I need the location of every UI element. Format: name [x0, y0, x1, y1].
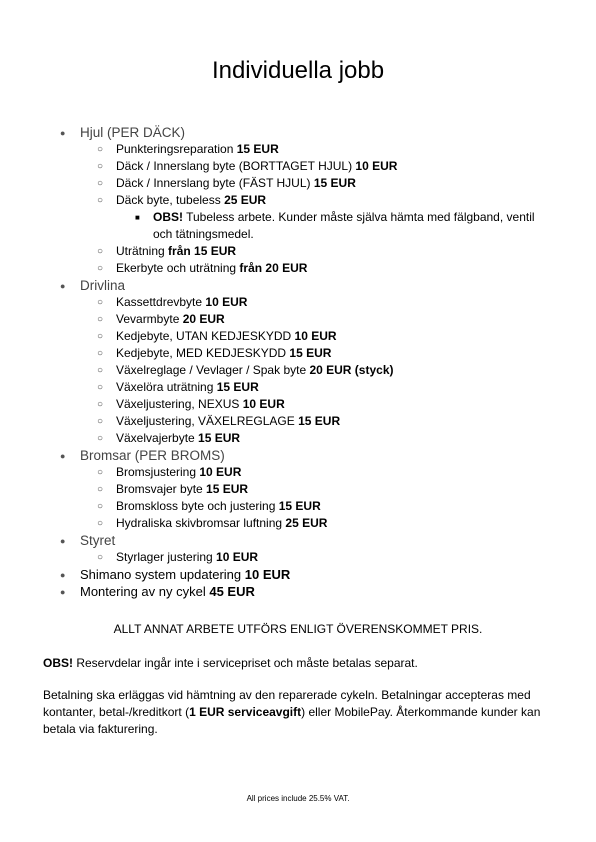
- item-price: 10 EUR: [355, 159, 398, 173]
- item-price: 10 EUR: [244, 567, 291, 582]
- item-text: Däck / Innerslang byte (BORTTAGET HJUL): [116, 159, 356, 173]
- list-item: [97, 192, 580, 243]
- item-text: Ekerbyte och uträtning: [116, 261, 240, 275]
- list-item: [97, 430, 580, 447]
- list-item: [97, 311, 580, 328]
- list-item: [97, 464, 580, 481]
- list-item: [97, 158, 580, 175]
- note-label: OBS!: [153, 210, 183, 224]
- item-text: Punkteringsreparation: [116, 142, 237, 156]
- item-text: Växelöra uträtning: [116, 380, 217, 394]
- note-text: Tubeless arbete. Kunder måste själva hämta med fälgband, ventil och tätningsmedel.: [153, 210, 535, 241]
- page-title: Individuella jobb: [211, 57, 385, 84]
- item-text: Styrlager justering: [116, 550, 217, 564]
- item-text: Hydraliska skivbromsar luftning: [116, 516, 286, 530]
- list-item: [97, 141, 580, 158]
- item-text: Bromsjustering: [116, 465, 200, 479]
- list-item: [97, 328, 580, 345]
- service-shimano-update: [60, 566, 580, 583]
- list-item: [97, 175, 580, 192]
- payment-info: [43, 687, 543, 738]
- obs-text: Reservdelar ingår inte i servicepriset och måste betalas separat.: [73, 656, 418, 670]
- item-text: Växelvajerbyte: [116, 431, 199, 445]
- category-label: ● Bromsar (PER BROMS): [80, 448, 225, 463]
- tubeless-note: [135, 209, 543, 243]
- item-price: från 15 EUR: [168, 244, 237, 258]
- styret-items: [97, 549, 580, 566]
- list-item: [97, 379, 580, 396]
- category-label: ● Styret: [80, 533, 116, 548]
- item-price: 25 EUR: [285, 516, 328, 530]
- services-list: [60, 124, 580, 600]
- item-price: 15 EUR: [216, 380, 259, 394]
- list-item: [97, 396, 580, 413]
- other-work-note: ALLT ANNAT ARBETE UTFÖRS ENLIGT ÖVERENSKOMMET PRIS.: [113, 622, 483, 636]
- item-price: 15 EUR: [198, 431, 241, 445]
- item-price: 10 EUR: [205, 295, 248, 309]
- item-price: 15 EUR: [313, 176, 356, 190]
- list-item: [97, 362, 580, 379]
- category-label: ● Drivlina: [80, 278, 126, 293]
- category-label: ● Hjul (PER DÄCK): [80, 125, 186, 140]
- list-item: [97, 413, 580, 430]
- hjul-items: [97, 141, 580, 277]
- item-text: Montering av ny cykel: [80, 584, 210, 599]
- item-text: Kedjebyte, MED KEDJESKYDD: [116, 346, 290, 360]
- drivlina-items: [97, 294, 580, 447]
- list-item: [97, 481, 580, 498]
- item-price: 10 EUR: [216, 550, 259, 564]
- item-price: 45 EUR: [209, 584, 255, 599]
- payment-text-1: Betalning ska erläggas vid hämtning av den reparerade cykeln. Betalningar accepteras med kontanter, betal-/kreditkort (: [43, 688, 531, 719]
- item-price: 15 EUR: [289, 346, 332, 360]
- category-bromsar: [60, 447, 580, 532]
- item-price: 15 EUR: [298, 414, 341, 428]
- item-text: Däck / Innerslang byte (FÄST HJUL): [116, 176, 314, 190]
- item-price: 10 EUR: [294, 329, 337, 343]
- item-price: 20 EUR (styck): [309, 363, 394, 377]
- obs-label: OBS!: [43, 656, 73, 670]
- bromsar-items: [97, 464, 580, 532]
- service-fee: 1 EUR serviceavgift: [189, 705, 302, 719]
- item-text: Däck byte, tubeless: [116, 193, 225, 207]
- spare-parts-note: [43, 655, 543, 672]
- item-price: 15 EUR: [278, 499, 321, 513]
- item-text: Bromskloss byte och justering: [116, 499, 279, 513]
- item-text: Växelreglage / Vevlager / Spak byte: [116, 363, 310, 377]
- tubeless-note-list: [135, 209, 580, 243]
- item-price: 10 EUR: [199, 465, 242, 479]
- category-hjul: [60, 124, 580, 277]
- item-price: 20 EUR: [182, 312, 225, 326]
- item-price: 15 EUR: [206, 482, 249, 496]
- item-text: Uträtning: [116, 244, 169, 258]
- list-item: [97, 294, 580, 311]
- item-price: från 20 EUR: [239, 261, 308, 275]
- list-item: [97, 498, 580, 515]
- item-text: Shimano system updatering: [80, 567, 245, 582]
- service-new-bike-assembly: [60, 583, 580, 600]
- category-styret: [60, 532, 580, 566]
- list-item: [97, 345, 580, 362]
- category-drivlina: [60, 277, 580, 447]
- item-text: Kassettdrevbyte: [116, 295, 206, 309]
- item-text: Växeljustering, NEXUS: [116, 397, 243, 411]
- item-text: Växeljustering, VÄXELREGLAGE: [116, 414, 299, 428]
- vat-note: All prices include 25.5% VAT.: [246, 794, 350, 803]
- list-item: [97, 515, 580, 532]
- item-price: 25 EUR: [224, 193, 267, 207]
- list-item: [97, 243, 580, 260]
- list-item: [97, 549, 580, 566]
- list-item: [97, 260, 580, 277]
- payment-text-2: ) eller MobilePay. Återkommande kunder kan betala via fakturering.: [43, 705, 541, 736]
- item-text: Vevarmbyte: [116, 312, 183, 326]
- item-price: 10 EUR: [242, 397, 285, 411]
- item-price: 15 EUR: [236, 142, 279, 156]
- item-text: Bromsvajer byte: [116, 482, 207, 496]
- item-text: Kedjebyte, UTAN KEDJESKYDD: [116, 329, 295, 343]
